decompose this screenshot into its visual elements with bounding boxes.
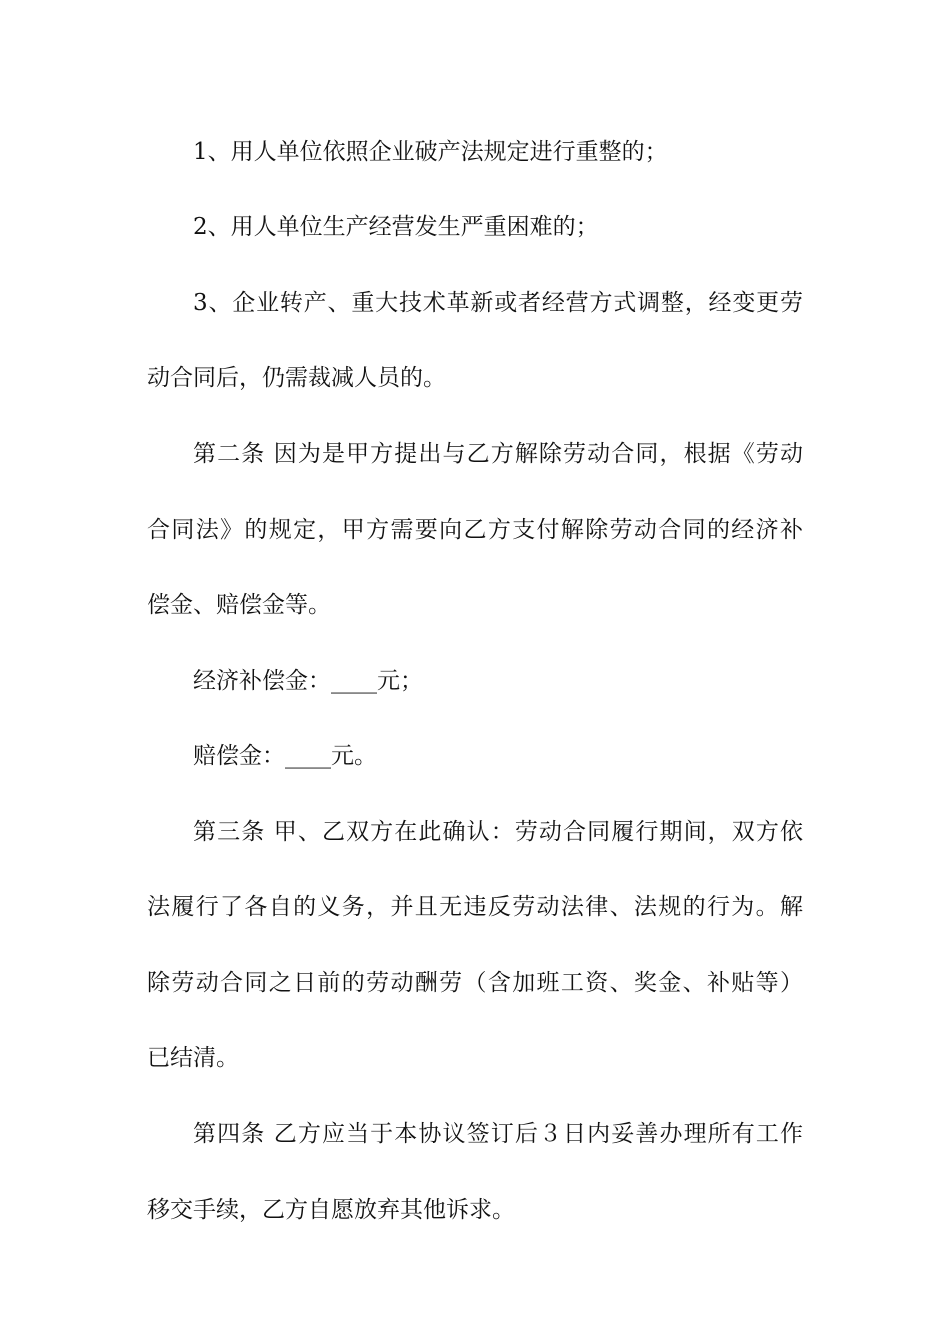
article-2-line-2: 合同法》的规定，甲方需要向乙方支付解除劳动合同的经济补	[147, 517, 803, 543]
clause-item-1: 1、用人单位依照企业破产法规定进行重整的；	[193, 139, 668, 165]
article-3-line-3: 除劳动合同之日前的劳动酬劳（含加班工资、奖金、补贴等）	[147, 970, 803, 996]
clause-item-3-line-1: 3、企业转产、重大技术革新或者经营方式调整，经变更劳	[193, 290, 803, 316]
article-2-line-1: 第二条 因为是甲方提出与乙方解除劳动合同，根据《劳动	[193, 441, 803, 467]
article-3-line-2: 法履行了各自的义务，并且无违反劳动法律、法规的行为。解	[147, 894, 803, 920]
article-4-line-1: 第四条 乙方应当于本协议签订后３日内妥善办理所有工作	[193, 1121, 803, 1147]
damages-amount: 赔偿金：____元。	[193, 743, 377, 769]
article-3-line-1: 第三条 甲、乙双方在此确认：劳动合同履行期间，双方依	[193, 819, 803, 845]
clause-item-2: 2、用人单位生产经营发生严重困难的；	[193, 214, 599, 240]
clause-item-3-line-2: 动合同后，仍需裁减人员的。	[147, 365, 446, 391]
article-2-line-3: 偿金、赔偿金等。	[147, 592, 331, 618]
article-4-line-2: 移交手续，乙方自愿放弃其他诉求。	[147, 1197, 515, 1223]
economic-compensation-amount: 经济补偿金：____元；	[193, 668, 423, 694]
article-3-line-4: 已结清。	[147, 1045, 239, 1071]
